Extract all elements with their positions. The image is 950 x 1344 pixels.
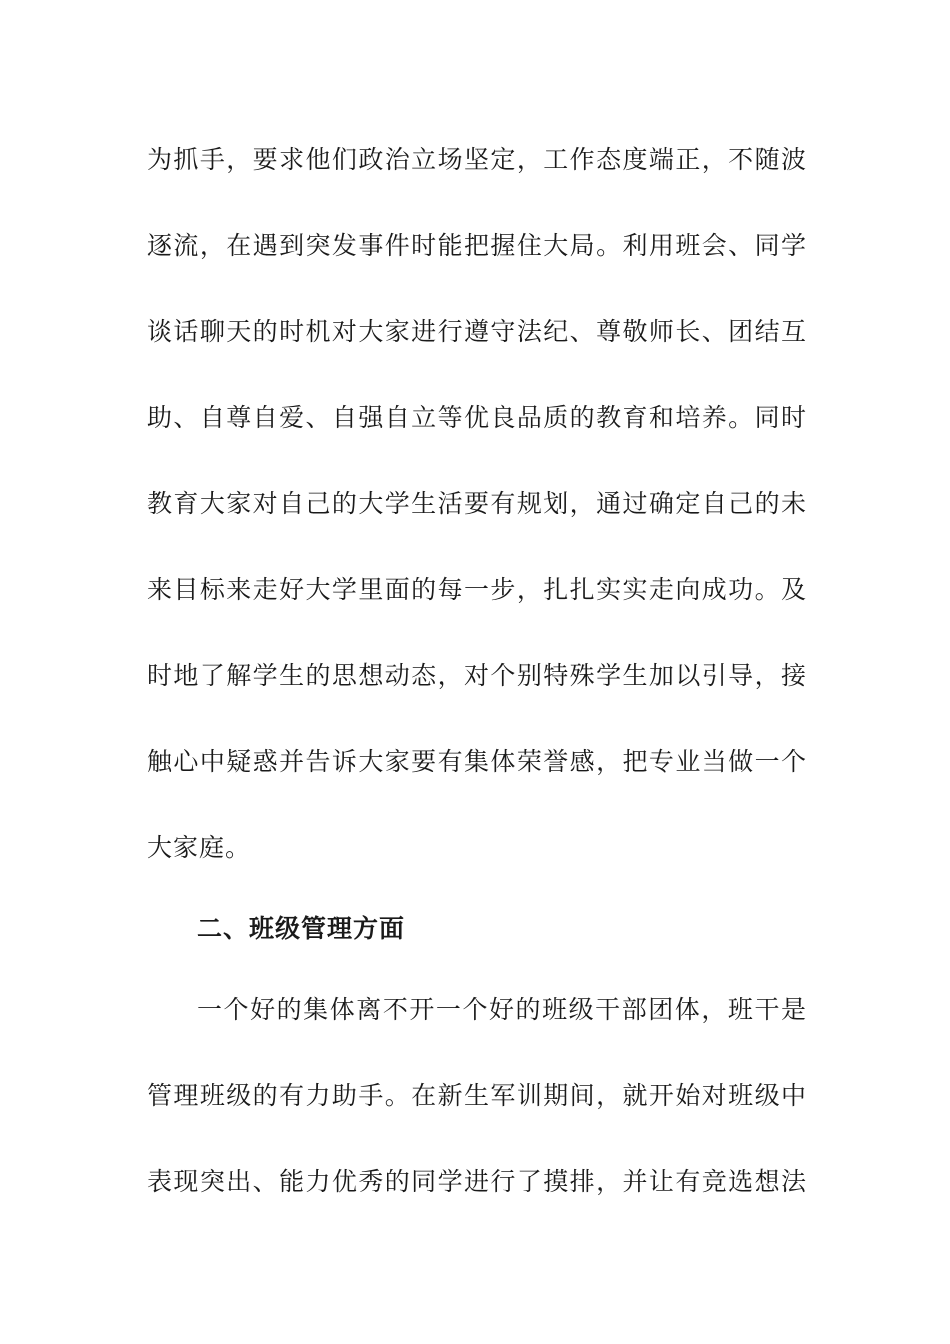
paragraph-line: 一个好的集体离不开一个好的班级干部团体，班干是 — [197, 995, 807, 1024]
paragraph-line: 管理班级的有力助手。在新生军训期间，就开始对班级中 — [147, 1081, 807, 1110]
paragraph-line: 谈话聊天的时机对大家进行遵守法纪、尊敬师长、团结互 — [147, 317, 807, 346]
paragraph-line: 大家庭。 — [147, 833, 252, 862]
paragraph-line: 为抓手，要求他们政治立场坚定，工作态度端正，不随波 — [147, 145, 807, 174]
paragraph-line: 触心中疑惑并告诉大家要有集体荣誉感，把专业当做一个 — [147, 747, 807, 776]
paragraph-line: 来目标来走好大学里面的每一步，扎扎实实走向成功。及 — [147, 575, 807, 604]
paragraph-line: 教育大家对自己的大学生活要有规划，通过确定自己的未 — [147, 489, 807, 518]
paragraph-line: 表现突出、能力优秀的同学进行了摸排，并让有竞选想法 — [147, 1167, 807, 1196]
paragraph-line: 助、自尊自爱、自强自立等优良品质的教育和培养。同时 — [147, 403, 807, 432]
paragraph-line: 逐流，在遇到突发事件时能把握住大局。利用班会、同学 — [147, 231, 807, 260]
paragraph-line: 时地了解学生的思想动态，对个别特殊学生加以引导，接 — [147, 661, 807, 690]
section-heading: 二、班级管理方面 — [197, 914, 406, 943]
